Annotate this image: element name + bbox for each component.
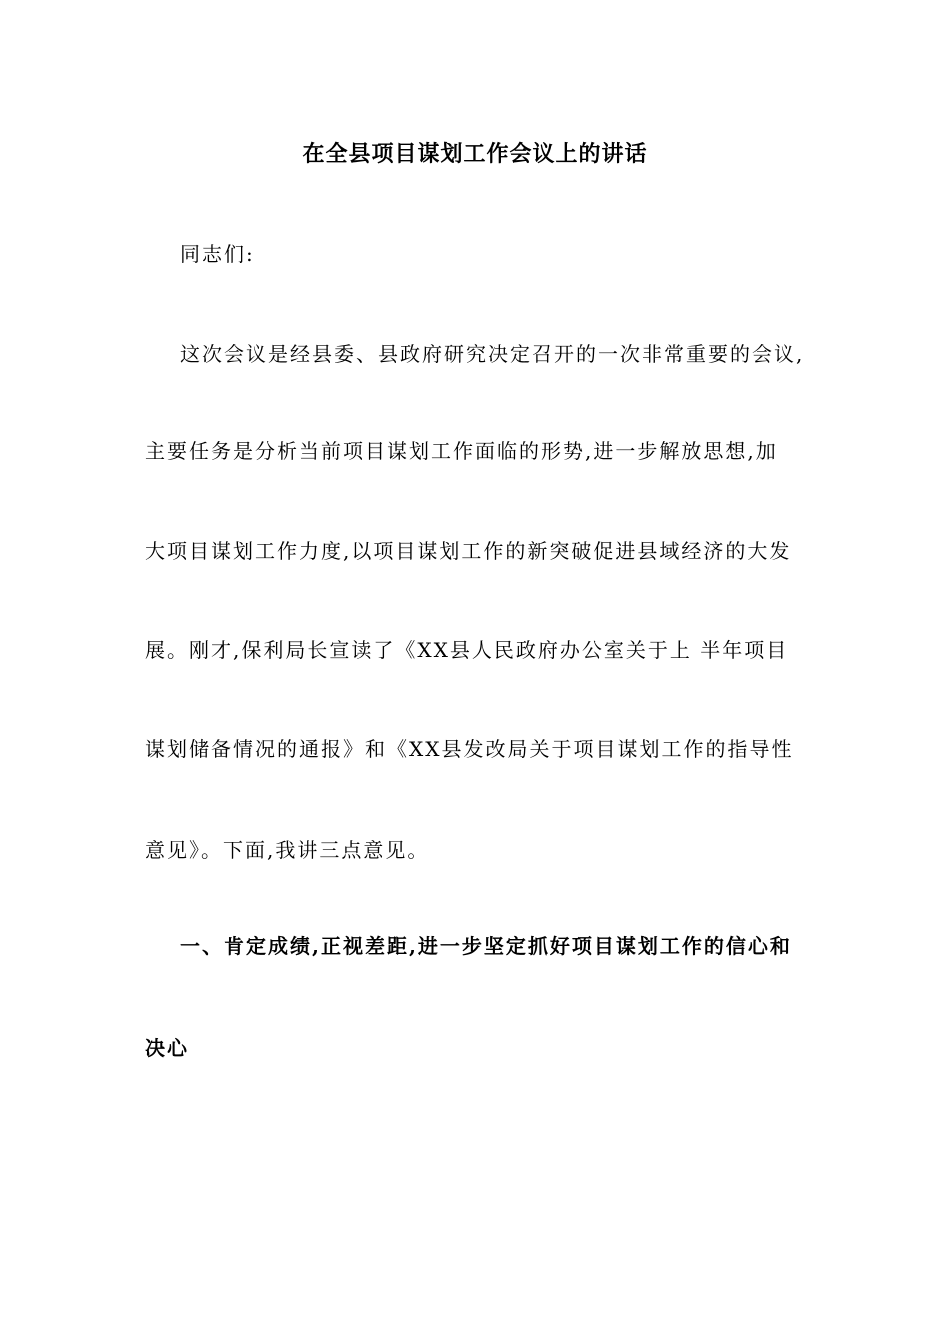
paragraph-line: 主要任务是分析当前项目谋划工作面临的形势,进一步解放思想,加 [145, 439, 778, 463]
paragraph-line: 意见》。下面,我讲三点意见。 [145, 838, 430, 862]
paragraph-line: 这次会议是经县委、县政府研究决定召开的一次非常重要的会议, [180, 342, 805, 366]
section-heading-line: 决心 [145, 1036, 189, 1060]
paragraph-line: 谋划储备情况的通报》和《XX县发改局关于项目谋划工作的指导性 [145, 737, 794, 761]
salutation: 同志们: [180, 242, 255, 266]
document-title: 在全县项目谋划工作会议上的讲话 [302, 141, 648, 167]
section-heading-line: 一、肯定成绩,正视差距,进一步坚定抓好项目谋划工作的信心和 [180, 934, 792, 958]
paragraph-line: 大项目谋划工作力度,以项目谋划工作的新突破促进县域经济的大发 [145, 539, 792, 563]
paragraph-line: 展。刚才,保利局长宣读了《XX县人民政府办公室关于上 半年项目 [145, 638, 789, 662]
